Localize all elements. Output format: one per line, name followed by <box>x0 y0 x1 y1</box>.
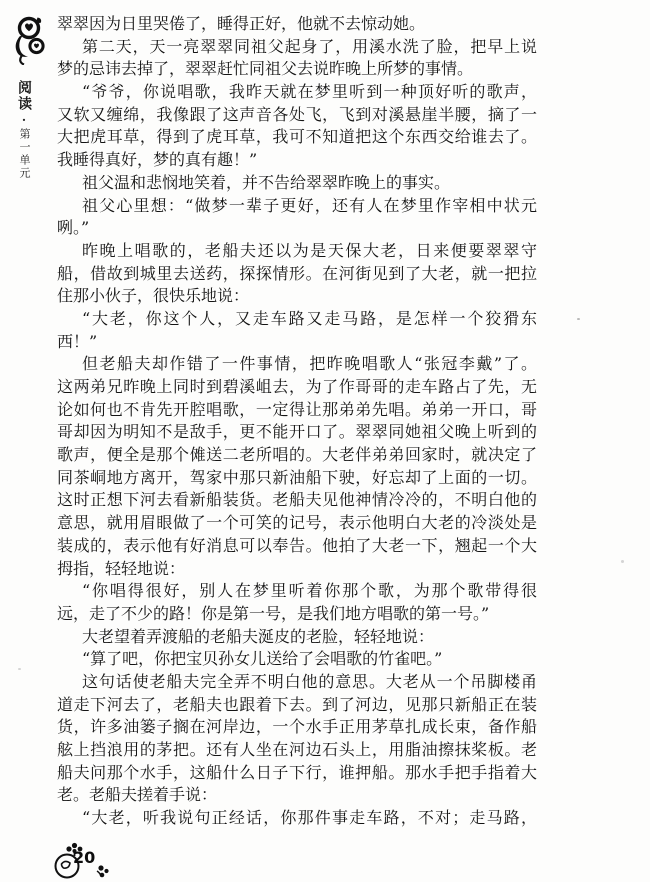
text-line: 翠翠因为日里哭倦了，睡得正好，他就不去惊动她。 <box>57 14 426 33</box>
text-line: 论如何也不肯先开腔唱歌，一定得让那弟弟先唱。弟弟一开口，哥 <box>57 399 537 419</box>
story-text <box>57 13 537 830</box>
floral-flourish-icon <box>12 15 49 65</box>
text-line: 同茶峒地方离开，驾家中那只新油船下驶，好忘却了上面的一切。 <box>57 467 537 487</box>
text-line: 大把虎耳草，得到了虎耳草，我可不知道把这个东西交给谁去了。 <box>57 127 537 147</box>
text-line: 昨晚上唱歌的，老船夫还以为是天保大老，日来便要翠翠守 <box>82 240 537 260</box>
text-line: 这句话使老船夫完全弄不明白他的意思。大老从一个吊脚楼甬 <box>82 671 537 691</box>
scan-speck <box>621 560 624 563</box>
text-line: 梦的忌讳去掉了，翠翠赶忙同祖父去说昨晚上所梦的事情。 <box>57 59 474 79</box>
text-line: 但老船夫却作错了一件事情，把昨晚唱歌人“张冠李戴”了。 <box>82 354 537 374</box>
text-line: “爷爷，你说唱歌，我昨天就在梦里听到一种顶好听的歌声， <box>82 82 537 102</box>
section-label-main: 阅读 <box>16 80 32 112</box>
text-line: 货，许多油篓子搁在河岸边，一个水手正用茅草扎成长束，备作船 <box>57 717 537 737</box>
text-line: 拇指，轻轻地说： <box>57 558 186 578</box>
text-line: 远，走了不少的路！你是第一号，是我们地方唱歌的第一号。” <box>57 603 490 623</box>
section-label-sub: 第一单元 <box>18 128 31 180</box>
text-line: 第二天，天一亮翠翠同祖父起身了，用溪水洗了脸，把早上说 <box>82 36 537 56</box>
text-line: 哥却因为明知不是敌手，更不能开口了。翠翠同她祖父晚上听到的 <box>57 422 537 442</box>
text-line: 装成的，表示他有好消息可以奉告。他拍了大老一下，翘起一个大 <box>57 535 537 555</box>
text-line: 歌声，便全是那个傩送二老所唱的。大老伴弟弟回家时，就决定了 <box>57 445 537 465</box>
section-label-separator: · <box>17 113 31 127</box>
text-line: “大老，你这个人，又走车路又走马路，是怎样一个狡猾东 <box>82 308 537 328</box>
text-line: 意思，就用眉眼做了一个可笑的记号，表示他明白大老的冷淡处是 <box>57 513 537 533</box>
text-line: 老。老船夫搓着手说： <box>57 785 218 805</box>
text-line: 西！” <box>57 331 98 351</box>
text-line: 道走下河去了，老船夫也跟着下去。到了河边，见那只新船正在装 <box>57 694 537 714</box>
page-number: 20 <box>73 848 96 867</box>
scan-speck <box>577 318 580 320</box>
scan-speck <box>18 668 21 670</box>
text-line: 大老望着弄渡船的老船夫涎皮的老脸，轻轻地说： <box>82 626 435 646</box>
section-label <box>15 80 33 180</box>
text-line: “你唱得很好，别人在梦里听着你那个歌，为那个歌带得很 <box>82 581 537 601</box>
text-line: 船，借故到城里去送药，探探情形。在河街见到了大老，就一把拉 <box>57 263 537 283</box>
text-line: 船夫问那个水手，这船什么日子下行，谁押船。那水手把手指着大 <box>57 762 537 782</box>
text-line: 又软又缠绵，我像跟了这声音各处飞，飞到对溪悬崖半腰，摘了一 <box>57 104 537 124</box>
text-line: 住那小伙子，很快乐地说： <box>57 286 250 306</box>
text-line: 舷上挡浪用的茅把。还有人坐在河边石头上，用脂油擦抹桨板。老 <box>57 740 537 759</box>
text-line: 我睡得真好，梦的真有趣！” <box>57 150 258 170</box>
text-line: “大老，听我说句正经话，你那件事走车路，不对；走马路， <box>82 808 537 828</box>
text-line: “算了吧，你把宝贝孙女儿送给了会唱歌的竹雀吧。” <box>82 649 443 669</box>
text-line: 这两弟兄昨晚上同时到碧溪岨去，为了作哥哥的走车路占了先，无 <box>57 377 537 396</box>
page-footer <box>52 841 116 881</box>
text-line: 咧。” <box>57 218 90 238</box>
text-line: 这时正想下河去看新船装货。老船夫见他神情冷冷的，不明白他的 <box>57 490 537 510</box>
text-line: 祖父心里想：“做梦一辈子更好，还有人在梦里作宰相中状元 <box>82 195 537 215</box>
text-line: 祖父温和悲悯地笑着，并不告给翠翠昨晚上的事实。 <box>82 172 451 192</box>
